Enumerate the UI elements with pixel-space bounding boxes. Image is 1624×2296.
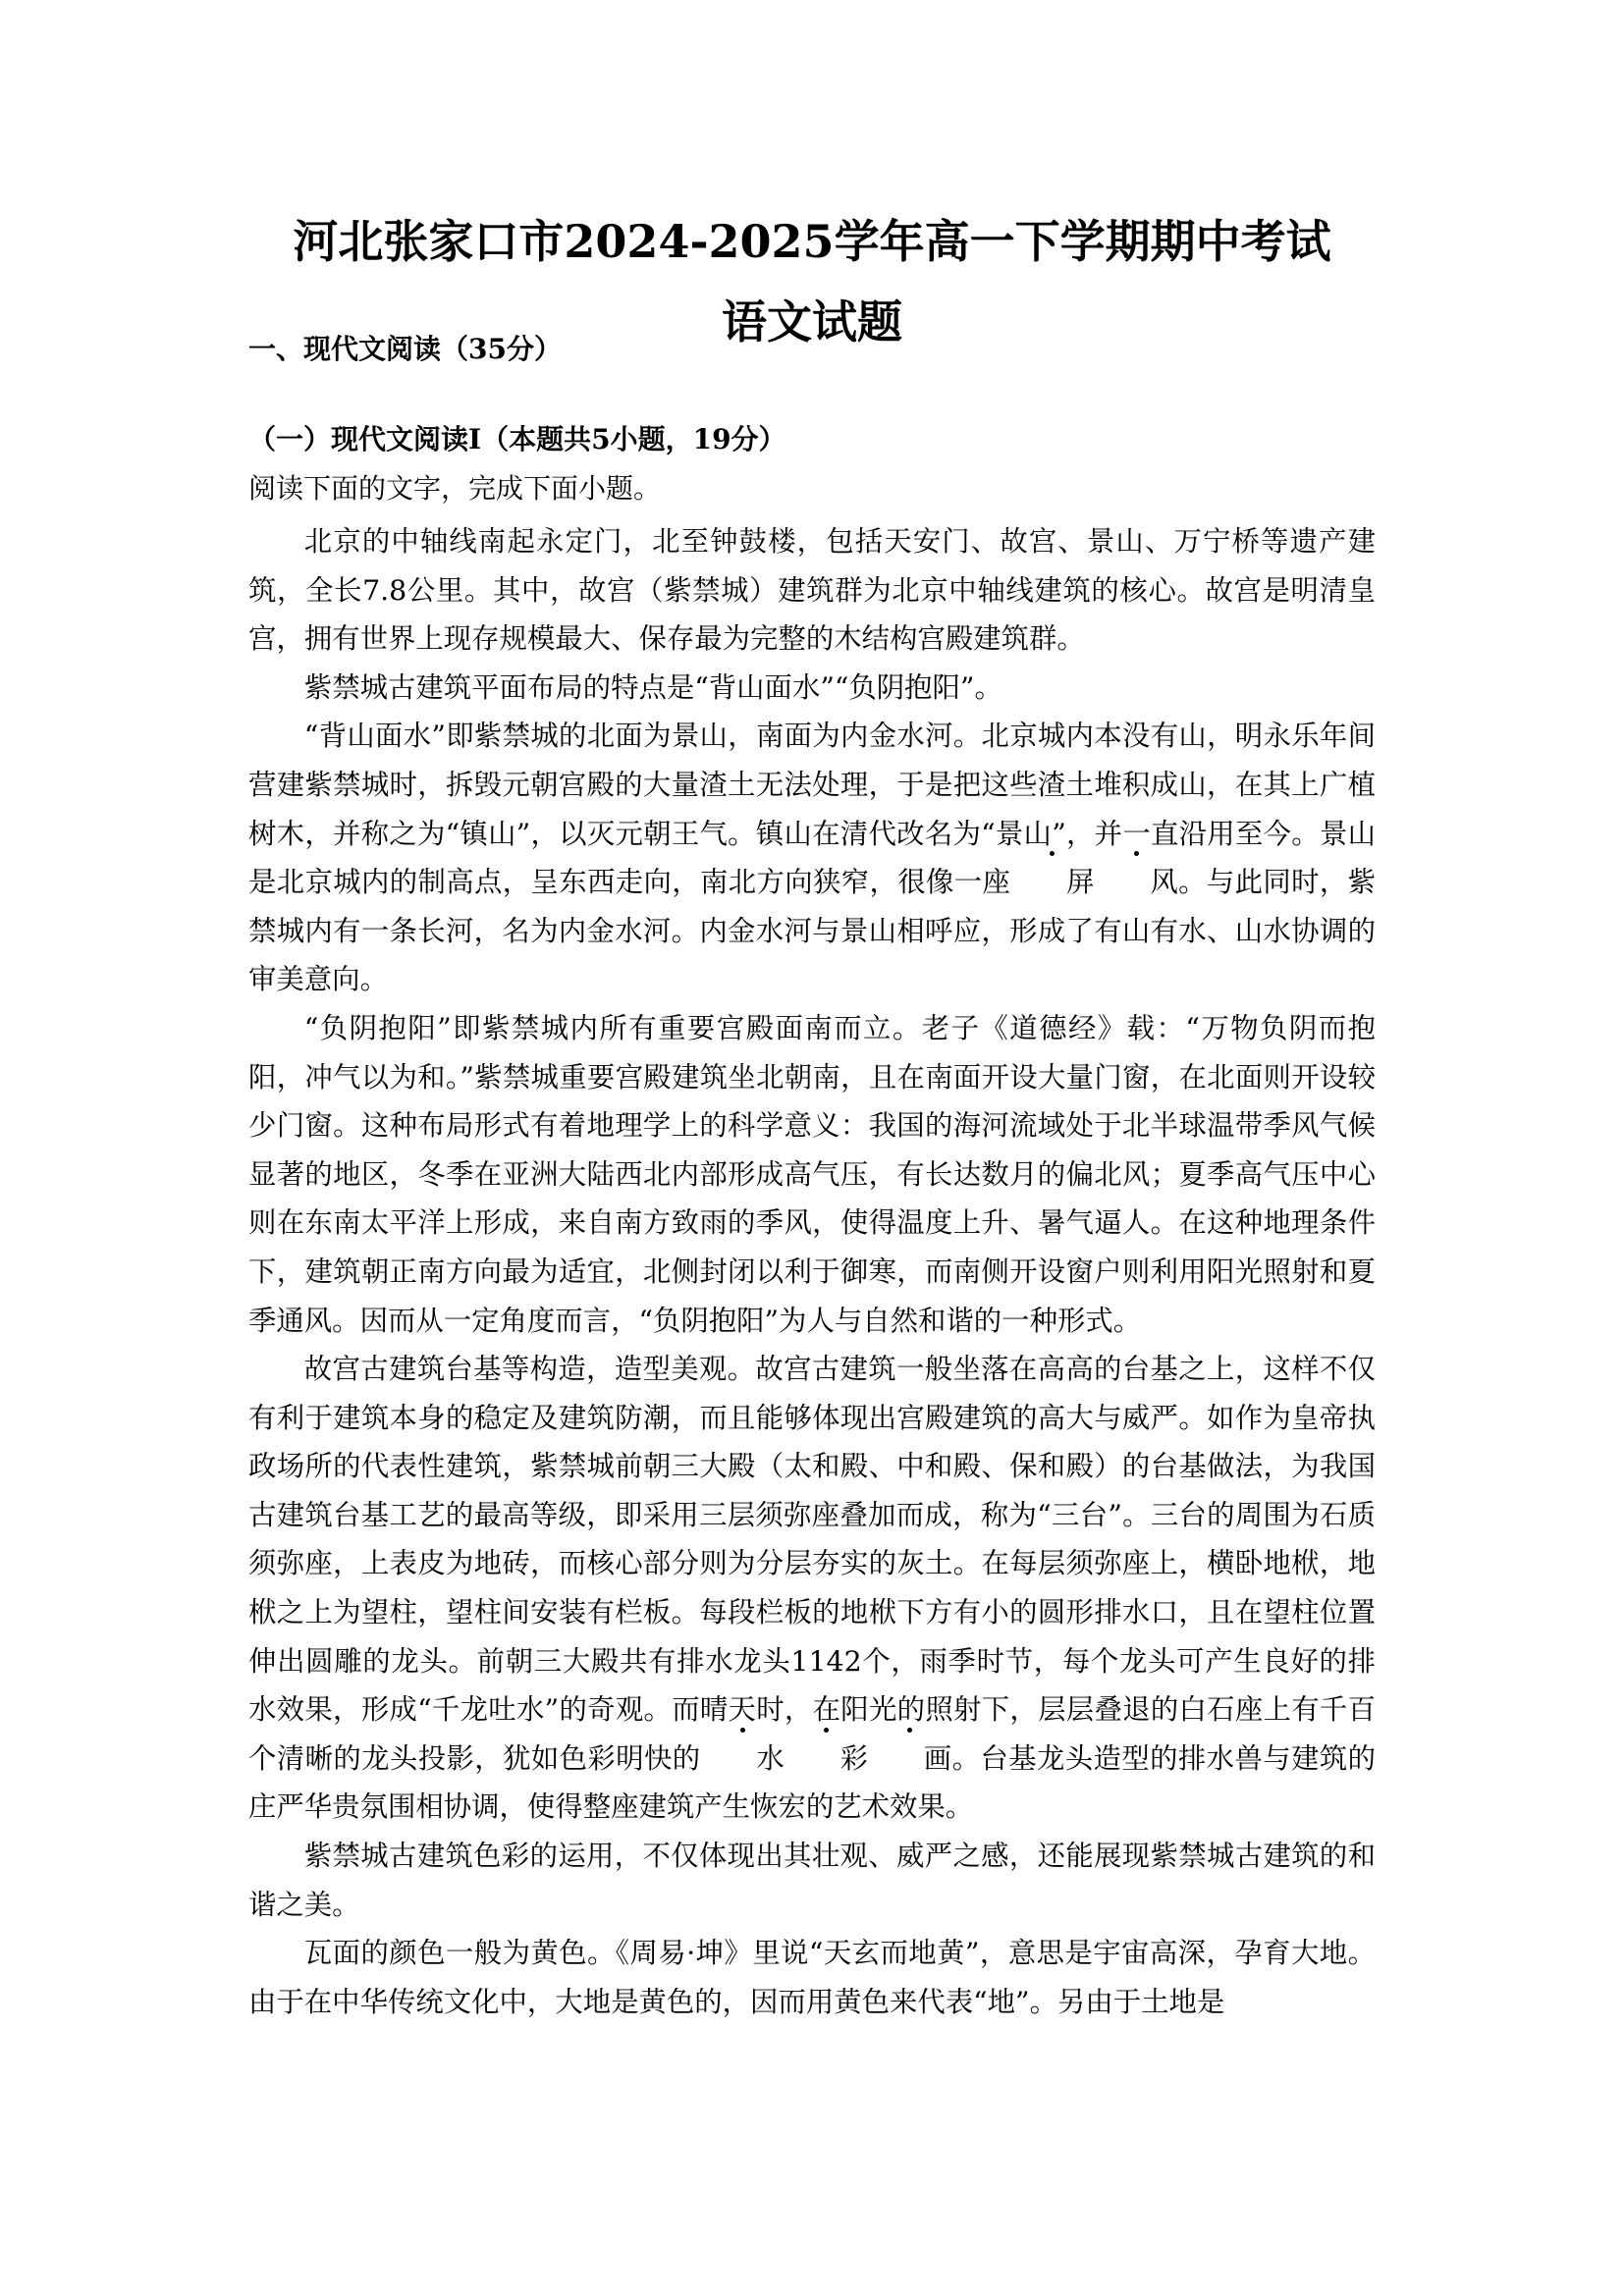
exam-subtitle: 语文试题: [722, 295, 902, 348]
emphasis-char: 屏: [1010, 858, 1094, 907]
paragraph-7: 瓦面的颜色一般为黄色。《周易·坤》里说“天玄而地黄”，意思是宇宙高深，孕育大地。由于在中华传统文化中，大地是黄色的，因而用黄色来代表“地”。另由于土地是: [248, 1937, 1376, 2018]
paragraph-3: [248, 712, 1376, 1004]
section-heading: 一、现代文阅读（35分）: [248, 333, 562, 365]
paragraph-3-text-a: “背山面水”即紫禁城的北面为景山，南面为内金水河。北京城内本没有山，明永乐年间营建紫禁城时，拆毁元朝宫殿的大量渣土无法处理，于是把这些渣土堆积成山，在其上广植树木，并称之为“镇山”，以灭元朝王气。镇山在清代改名为“景山”，并一直沿用至今。景山是北京城内的制高点，呈东西走向，南北方向狭窄，很像一座: [248, 720, 1376, 899]
paragraph-6: 紫禁城古建筑色彩的运用，不仅体现出其壮观、威严之感，还能展现紫禁城古建筑的和谐之美。: [248, 1840, 1376, 1921]
passage-body: [248, 517, 1376, 2026]
paragraph-2: 紫禁城古建筑平面布局的特点是“背山面水”“负阴抱阳”。: [303, 670, 1002, 704]
paragraph-5: [248, 1345, 1376, 1832]
paragraph-5-text-b: 。台基龙头造型的排水兽与建筑的庄严华贵氛围相协调，使得整座建筑产生恢宏的艺术效果。: [248, 1741, 1376, 1824]
paragraph-5-text-a: 故宫古建筑台基等构造，造型美观。故宫古建筑一般坐落在高高的台基之上，这样不仅有利于建筑本身的稳定及建筑防潮，而且能够体现出宫殿建筑的高大与威严。如作为皇帝执政场所的代表性建筑，紫禁城前朝三大殿（太和殿、中和殿、保和殿）的台基做法，为我国古建筑台基工艺的最高等级，即采用三层须弥座叠加而成，称为“三台”。三台的周围为石质须弥座，上表皮为地砖，而核心部分则为分层夯实的灰土。在每层须弥座上，横卧地栿，地栿之上为望柱，望柱间安装有栏板。每段栏板的地栿下方有小的圆形排水口，且在望柱位置伸出圆雕的龙头。前朝三大殿共有排水龙头1142个，雨季时节，每个龙头可产生良好的排水效果，形成“千龙吐水”的奇观。而晴天时，在阳光的照射下，层层叠退的白石座上有千百个清晰的龙头投影，犹如色彩明快的: [248, 1353, 1376, 1775]
emphasis-char: 彩: [785, 1735, 868, 1784]
emphasis-char: 风: [1095, 858, 1178, 907]
instruction-text: 阅读下面的文字，完成下面小题。: [248, 472, 662, 505]
emphasis-char: 画: [868, 1735, 951, 1784]
subsection-heading: （一）现代文阅读Ⅰ（本题共5小题，19分）: [248, 423, 786, 455]
exam-title: 河北张家口市2024-2025学年高一下学期期中考试: [293, 215, 1331, 268]
paragraph-4: “负阴抱阳”即紫禁城内所有重要宫殿面南而立。老子《道德经》载：“万物负阴而抱阳，冲气以为和。”紫禁城重要宫殿建筑坐北朝南，且在南面开设大量门窗，在北面则开设较少门窗。这种布局形式有着地理学上的科学意义：我国的海河流域处于北半球温带季风气候显著的地区，冬季在亚洲大陆西北内部形成高气压，有长达数月的偏北风；夏季高气压中心则在东南太平洋上形成，来自南方致雨的季风，使得温度上升、暑气逼人。在这种地理条件下，建筑朝正南方向最为适宜，北侧封闭以利于御寒，而南侧开设窗户则利用阳光照射和夏季通风。因而从一定角度而言，“负阴抱阳”为人与自然和谐的一种形式。: [248, 1011, 1376, 1337]
paragraph-3-text-b: 。与此同时，紫禁城内有一条长河，名为内金水河。内金水河与景山相呼应，形成了有山有水、山水协调的审美意向。: [248, 866, 1376, 996]
emphasis-char: 水: [701, 1735, 785, 1784]
paragraph-1: 北京的中轴线南起永定门，北至钟鼓楼，包括天安门、故宫、景山、万宁桥等遗产建筑，全长7.8公里。其中，故宫（紫禁城）建筑群为北京中轴线建筑的核心。故宫是明清皇宫，拥有世界上现存规模最大、保存最为完整的木结构宫殿建筑群。: [248, 525, 1376, 656]
